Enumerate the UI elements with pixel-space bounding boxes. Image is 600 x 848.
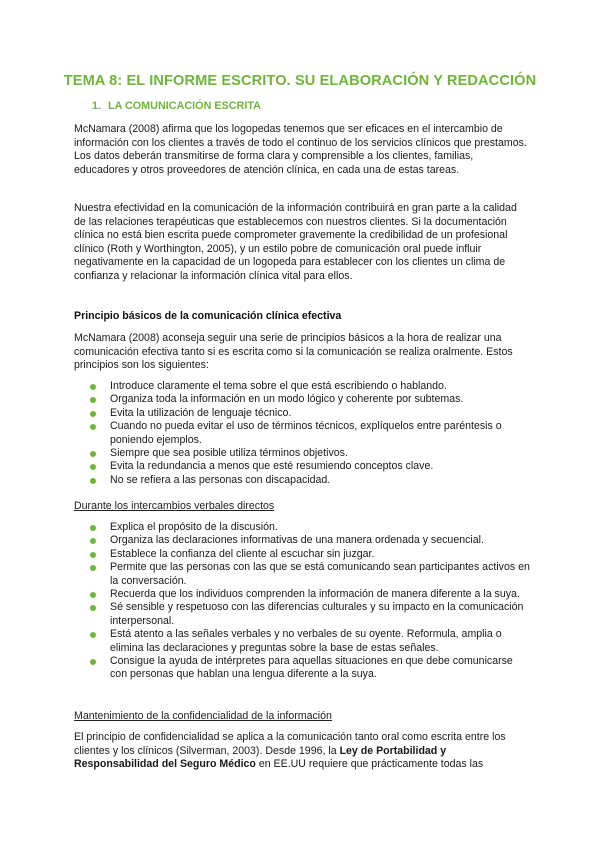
verbal-list [90, 521, 532, 682]
list-item-text: No se refiera a las personas con discapacidad. [110, 473, 331, 486]
paragraph-intro: McNamara (2008) afirma que los logopedas tenemos que ser eficaces en el intercambio de información con los clientes a través de todo el continuo de los servicios clínicos que prestamos. Los datos deberán transmitirse de forma clara y comprensible a los clientes, familias, educadores y otros proveedores de atención clínica, en cada una de estas tareas. [74, 123, 527, 176]
bullet-icon [90, 538, 96, 544]
heading-verbal-exchanges: Durante los intercambios verbales directos [74, 500, 275, 512]
bullet-icon [90, 552, 96, 558]
list-item-text: Sé sensible y respetuoso con las diferencias culturales y su impacto en la comunicación interpersonal. [110, 601, 524, 627]
section-number: 1. [92, 100, 102, 112]
bullet-icon [90, 632, 96, 638]
list-item [90, 561, 532, 588]
bullet-icon [90, 478, 96, 484]
paragraph-principles-intro: McNamara (2008) aconseja seguir una serie de principios básicos a la hora de realizar una comunicación efectiva tanto si es escrita como si la comunicación se realiza oralmente. Estos principios son los siguientes: [74, 332, 513, 371]
list-item [90, 447, 532, 460]
list-item-text: Consigue la ayuda de intérpretes para aquellas situaciones en que debe comunicarse con personas que hablan una lengua diferente a la suya. [110, 655, 513, 681]
list-item-text: Organiza las declaraciones informativas de una manera ordenada y secuencial. [110, 534, 484, 547]
paragraph-confidentiality [74, 731, 530, 772]
principles-list [90, 380, 532, 487]
list-item [90, 460, 532, 473]
bullet-icon [90, 659, 96, 665]
list-item [90, 548, 532, 561]
paragraph-effectiveness: Nuestra efectividad en la comunicación de la información contribuirá en gran parte a la calidad de las relaciones terapéuticas que establecemos con nuestros clientes. Si la documentación clínica no está bien escrita puede comprometer gravemente la credibilidad de un profesional clínico (Roth y Worthington, 2005), y un estilo pobre de comunicación oral puede influir negativamente en la capacidad de un logopeda para establecer con los clientes un clima de confianza y relacionar la información clínica vital para ellos. [74, 202, 517, 282]
list-item-text: Siempre que sea posible utiliza términos objetivos. [110, 447, 348, 460]
bullet-icon [90, 424, 96, 430]
list-item-text: Recuerda que los individuos comprenden la información de manera diferente a la suya. [110, 588, 520, 601]
list-item-text: Explica el propósito de la discusión. [110, 521, 278, 533]
bullet-icon [90, 464, 96, 470]
section-heading [92, 100, 261, 112]
list-item [90, 420, 532, 447]
bullet-icon [90, 525, 96, 531]
list-item [90, 534, 532, 547]
list-item [90, 393, 532, 406]
bullet-icon [90, 605, 96, 611]
bullet-icon [90, 397, 96, 403]
bullet-icon [90, 592, 96, 598]
list-item-text: Está atento a las señales verbales y no verbales de su oyente. Reformula, amplia o elimina las declaraciones y preguntas sobre la base de estas señales. [110, 628, 502, 654]
list-item [90, 474, 532, 487]
list-item [90, 655, 532, 682]
list-item [90, 588, 532, 601]
list-item [90, 380, 532, 393]
paragraph-confidentiality-start: El principio de confidencialidad se aplica a la comunicación tanto oral como escrita entre los clientes y los clínicos (Silverman, 2003). Desde 1996, la [74, 731, 506, 757]
list-item [90, 407, 532, 420]
bullet-icon [90, 384, 96, 390]
heading-principles: Principio básicos de la comunicación clínica efectiva [74, 310, 342, 322]
list-item-text: Establece la confianza del cliente al escuchar sin juzgar. [110, 547, 375, 560]
section-label: LA COMUNICACIÓN ESCRITA [108, 100, 261, 112]
list-item-text: Permite que las personas con las que se está comunicando sean participantes activos en la conversación. [110, 561, 530, 587]
law-name: Ley de Portabilidad y Responsabilidad del Seguro Médico [74, 744, 447, 770]
list-item [90, 628, 532, 655]
paragraph-confidentiality-end: en EE.UU requiere que prácticamente todas las [255, 758, 484, 770]
list-item [90, 601, 532, 628]
bullet-icon [90, 451, 96, 457]
list-item-text: Evita la utilización de lenguaje técnico. [110, 406, 292, 419]
heading-confidentiality: Mantenimiento de la confidencialidad de la información [74, 710, 332, 722]
bullet-icon [90, 565, 96, 571]
list-item-text: Organiza toda la información en un modo lógico y coherente por subtemas. [110, 393, 464, 406]
bullet-icon [90, 411, 96, 417]
page-title: TEMA 8: EL INFORME ESCRITO. SU ELABORACIÓN Y REDACCIÓN [63, 73, 537, 89]
list-item-text: Introduce claramente el tema sobre el que está escribiendo o hablando. [110, 380, 447, 392]
list-item-text: Evita la redundancia a menos que esté resumiendo conceptos clave. [110, 460, 434, 473]
list-item-text: Cuando no pueda evitar el uso de términos técnicos, explíquelos entre paréntesis o poniendo ejemplos. [110, 420, 502, 446]
list-item [90, 521, 532, 534]
